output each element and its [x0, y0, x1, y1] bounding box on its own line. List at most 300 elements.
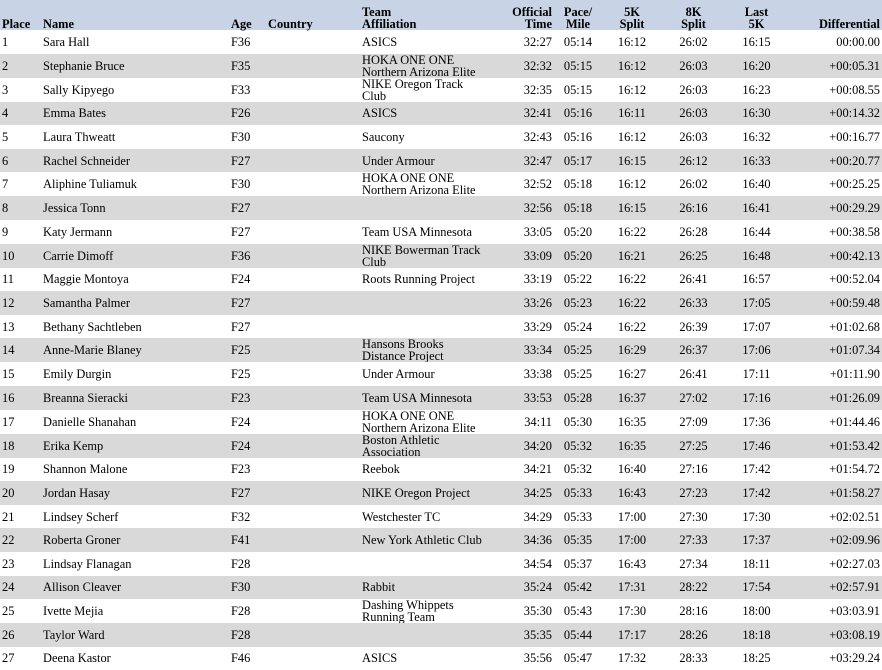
table-row	[0, 338, 882, 362]
differential-cell: +02:27.03	[829, 556, 880, 571]
official-time-cell: 34:21	[523, 462, 552, 477]
country-cell	[266, 576, 360, 600]
split-5k-cell: 16:21	[617, 248, 647, 263]
split-5k-cell: 16:12	[617, 129, 647, 144]
name-cell: Carrie Dimoff	[43, 248, 114, 263]
official-time-cell: 33:34	[523, 343, 552, 358]
pace-cell: 05:33	[563, 485, 593, 500]
name-cell: Breanna Sieracki	[43, 390, 128, 405]
official-time-cell: 32:35	[523, 82, 552, 97]
team-affiliation-line: Under Armour	[362, 153, 435, 168]
split-5k-cell: 17:31	[617, 580, 647, 595]
split-8k-cell: 27:25	[679, 438, 708, 453]
table-row	[0, 552, 882, 576]
team-affiliation-line: NIKE Oregon Project	[362, 485, 471, 500]
split-8k-cell: 26:02	[679, 177, 708, 192]
name-cell: Ivette Mejia	[43, 604, 104, 619]
col-header-place: Place	[2, 17, 31, 31]
age-cell: F30	[231, 580, 251, 595]
place-cell: 24	[2, 580, 15, 595]
team-affiliation-line: Club	[362, 88, 387, 102]
split-5k-cell: 16:22	[617, 295, 647, 310]
official-time-cell: 35:24	[523, 580, 552, 595]
country-cell	[266, 386, 360, 410]
place-cell: 19	[2, 462, 15, 477]
table-row	[0, 410, 882, 434]
pace-cell: 05:18	[563, 201, 593, 216]
differential-cell: +01:54.72	[829, 462, 880, 477]
team-cell	[360, 244, 491, 268]
team-affiliation-line: Team USA Minnesota	[362, 224, 472, 239]
country-cell	[266, 244, 360, 268]
last-5k-cell: 18:11	[742, 556, 771, 571]
name-cell: Roberta Groner	[43, 533, 121, 548]
differential-cell: +00:59.48	[829, 295, 880, 310]
team-cell	[360, 481, 491, 505]
age-cell: F25	[231, 343, 251, 358]
pace-cell: 05:44	[563, 627, 593, 642]
last-5k-cell: 16:15	[742, 34, 771, 49]
age-cell: F35	[231, 58, 251, 73]
last-5k-cell: 16:44	[742, 224, 771, 239]
differential-cell: +02:02.51	[829, 509, 880, 524]
differential-cell: +02:09.96	[829, 533, 880, 548]
official-time-cell: 33:38	[523, 367, 552, 382]
official-time-cell: 33:29	[523, 319, 552, 334]
team-cell	[360, 315, 491, 339]
last-5k-cell: 17:11	[742, 367, 771, 382]
last-5k-cell: 16:23	[742, 82, 771, 97]
pace-cell: 05:28	[563, 390, 593, 405]
name-cell: Shannon Malone	[43, 462, 128, 477]
team-cell	[360, 576, 491, 600]
split-8k-cell: 26:03	[679, 82, 708, 97]
place-cell: 23	[2, 556, 15, 571]
differential-cell: +01:02.68	[829, 319, 880, 334]
team-affiliation-line: NIKE Oregon Track	[362, 77, 464, 91]
pace-cell: 05:20	[563, 248, 593, 263]
country-cell	[266, 30, 360, 54]
table-row	[0, 291, 882, 315]
age-cell: F33	[231, 82, 251, 97]
name-cell: Samantha Palmer	[43, 295, 131, 310]
country-cell	[266, 196, 360, 220]
name-cell: Sally Kipyego	[43, 82, 115, 97]
official-time-cell: 34:29	[523, 509, 552, 524]
col-header-age: Age	[231, 17, 252, 31]
official-time-cell: 33:09	[523, 248, 552, 263]
team-affiliation-line: Boston Athletic	[362, 433, 440, 447]
col-header-country: Country	[268, 17, 313, 31]
split-5k-cell: 16:35	[617, 438, 647, 453]
team-cell	[360, 125, 491, 149]
place-cell: 12	[2, 295, 15, 310]
name-cell: Emily Durgin	[43, 367, 112, 382]
split-5k-cell: 16:12	[617, 34, 647, 49]
official-time-cell: 32:43	[523, 129, 552, 144]
age-cell: F25	[231, 367, 251, 382]
place-cell: 6	[2, 153, 9, 168]
name-cell: Emma Bates	[43, 106, 106, 121]
differential-cell: +00:25.25	[829, 177, 880, 192]
age-cell: F46	[231, 651, 251, 666]
team-affiliation-line: HOKA ONE ONE	[362, 409, 455, 423]
pace-cell: 05:42	[563, 580, 593, 595]
last-5k-cell: 17:42	[742, 462, 771, 477]
country-cell	[266, 268, 360, 292]
official-time-cell: 34:36	[523, 533, 552, 548]
split-5k-cell: 16:15	[617, 153, 647, 168]
team-cell	[360, 647, 491, 670]
age-cell: F27	[231, 295, 251, 310]
pace-cell: 05:32	[563, 438, 593, 453]
official-time-cell: 34:54	[523, 556, 552, 571]
place-cell: 22	[2, 533, 15, 548]
official-time-cell: 33:05	[523, 224, 552, 239]
table-body	[0, 30, 882, 670]
split-8k-cell: 27:30	[679, 509, 708, 524]
table-row	[0, 623, 882, 647]
col-header-last-5k: Last 5K	[744, 5, 769, 31]
country-cell	[266, 78, 360, 102]
name-cell: Deena Kastor	[43, 651, 111, 666]
split-8k-cell: 27:33	[679, 533, 708, 548]
pace-cell: 05:47	[563, 651, 593, 666]
split-8k-cell: 27:34	[679, 556, 708, 571]
team-cell	[360, 30, 491, 54]
team-affiliation-line: Dashing Whippets	[362, 599, 454, 613]
table-row	[0, 125, 882, 149]
name-cell: Bethany Sachtleben	[43, 319, 142, 334]
split-5k-cell: 16:43	[617, 556, 647, 571]
table-row	[0, 576, 882, 600]
place-cell: 2	[2, 58, 9, 73]
differential-cell: +03:08.19	[829, 627, 880, 642]
pace-cell: 05:14	[563, 34, 593, 49]
team-cell	[360, 54, 491, 78]
differential-cell: +01:11.90	[829, 367, 880, 382]
last-5k-cell: 17:46	[742, 438, 771, 453]
place-cell: 14	[2, 343, 15, 358]
table-row	[0, 458, 882, 482]
table-row	[0, 172, 882, 196]
age-cell: F27	[231, 224, 251, 239]
place-cell: 25	[2, 604, 15, 619]
table-row	[0, 54, 882, 78]
pace-cell: 05:35	[563, 533, 593, 548]
last-5k-cell: 18:25	[742, 651, 771, 666]
name-cell: Taylor Ward	[43, 627, 105, 642]
team-affiliation-line: Reebok	[362, 462, 400, 477]
team-affiliation-line: ASICS	[362, 106, 398, 121]
last-5k-cell: 17:30	[742, 509, 771, 524]
differential-cell: +00:52.04	[829, 272, 880, 287]
age-cell: F28	[231, 604, 251, 619]
split-8k-cell: 27:23	[679, 485, 708, 500]
place-cell: 11	[2, 272, 14, 287]
name-cell: Lindsay Flanagan	[43, 556, 132, 571]
country-cell	[266, 599, 360, 623]
differential-cell: +02:57.91	[829, 580, 880, 595]
country-cell	[266, 552, 360, 576]
table-row	[0, 386, 882, 410]
header-row	[0, 0, 882, 30]
pace-cell: 05:43	[563, 604, 593, 619]
last-5k-cell: 17:06	[742, 343, 771, 358]
table-row	[0, 102, 882, 126]
official-time-cell: 33:53	[523, 390, 552, 405]
age-cell: F23	[231, 462, 251, 477]
age-cell: F24	[231, 272, 251, 287]
team-affiliation-line: Saucony	[362, 129, 405, 144]
pace-cell: 05:15	[563, 58, 593, 73]
team-cell	[360, 196, 491, 220]
table-row	[0, 220, 882, 244]
table-row	[0, 528, 882, 552]
place-cell: 4	[2, 106, 9, 121]
official-time-cell: 35:35	[523, 627, 552, 642]
pace-cell: 05:33	[563, 509, 593, 524]
split-8k-cell: 26:03	[679, 58, 708, 73]
age-cell: F27	[231, 485, 251, 500]
team-affiliation-line: Team USA Minnesota	[362, 390, 472, 405]
col-header-time: Official Time	[512, 5, 552, 31]
table-row	[0, 481, 882, 505]
country-cell	[266, 623, 360, 647]
col-header-name: Name	[43, 17, 74, 31]
name-cell: Lindsey Scherf	[43, 509, 119, 524]
last-5k-cell: 16:48	[742, 248, 771, 263]
last-5k-cell: 16:40	[742, 177, 771, 192]
country-cell	[266, 647, 360, 670]
split-8k-cell: 27:09	[679, 414, 708, 429]
col-header-5k-split: 5K Split	[619, 5, 645, 31]
place-cell: 1	[2, 34, 9, 49]
table-row	[0, 362, 882, 386]
place-cell: 20	[2, 485, 15, 500]
team-affiliation-line: Club	[362, 254, 387, 268]
table-row	[0, 244, 882, 268]
split-8k-cell: 28:33	[679, 651, 708, 666]
split-8k-cell: 26:16	[679, 201, 708, 216]
team-cell	[360, 102, 491, 126]
team-affiliation-line: Under Armour	[362, 367, 435, 382]
official-time-cell: 35:30	[523, 604, 552, 619]
table-row	[0, 196, 882, 220]
country-cell	[266, 434, 360, 458]
differential-cell: +01:58.27	[829, 485, 880, 500]
last-5k-cell: 17:07	[742, 319, 771, 334]
last-5k-cell: 16:57	[742, 272, 771, 287]
country-cell	[266, 505, 360, 529]
team-cell	[360, 220, 491, 244]
age-cell: F24	[231, 438, 251, 453]
age-cell: F26	[231, 106, 251, 121]
split-8k-cell: 26:37	[679, 343, 708, 358]
split-5k-cell: 16:12	[617, 82, 647, 97]
age-cell: F32	[231, 509, 251, 524]
name-cell: Anne-Marie Blaney	[43, 343, 142, 358]
team-cell	[360, 552, 491, 576]
team-affiliation-line: Association	[362, 444, 421, 458]
differential-cell: +03:03.91	[829, 604, 880, 619]
pace-cell: 05:30	[563, 414, 593, 429]
split-8k-cell: 28:16	[679, 604, 708, 619]
official-time-cell: 35:56	[523, 651, 552, 666]
place-cell: 17	[2, 414, 15, 429]
name-cell: Allison Cleaver	[43, 580, 122, 595]
official-time-cell: 32:41	[523, 106, 552, 121]
place-cell: 15	[2, 367, 15, 382]
age-cell: F23	[231, 390, 251, 405]
differential-cell: +00:05.31	[829, 58, 880, 73]
table-row	[0, 268, 882, 292]
country-cell	[266, 410, 360, 434]
country-cell	[266, 125, 360, 149]
last-5k-cell: 16:41	[742, 201, 771, 216]
differential-cell: +00:16.77	[829, 129, 880, 144]
split-5k-cell: 16:29	[617, 343, 647, 358]
split-5k-cell: 17:00	[617, 533, 647, 548]
country-cell	[266, 102, 360, 126]
last-5k-cell: 17:37	[742, 533, 771, 548]
last-5k-cell: 16:32	[742, 129, 771, 144]
official-time-cell: 32:27	[523, 34, 552, 49]
team-cell	[360, 599, 491, 623]
pace-cell: 05:25	[563, 367, 593, 382]
place-cell: 27	[2, 651, 15, 666]
age-cell: F41	[231, 533, 251, 548]
country-cell	[266, 362, 360, 386]
differential-cell: +00:29.29	[829, 201, 880, 216]
pace-cell: 05:25	[563, 343, 593, 358]
team-affiliation-line: Running Team	[362, 610, 435, 624]
split-8k-cell: 26:03	[679, 129, 708, 144]
split-5k-cell: 16:37	[617, 390, 647, 405]
split-8k-cell: 28:22	[679, 580, 708, 595]
team-cell	[360, 362, 491, 386]
differential-cell: +01:26.09	[829, 390, 880, 405]
age-cell: F28	[231, 556, 251, 571]
split-8k-cell: 26:28	[679, 224, 708, 239]
last-5k-cell: 18:18	[742, 627, 771, 642]
team-affiliation-line: HOKA ONE ONE	[362, 172, 455, 186]
team-cell	[360, 528, 491, 552]
country-cell	[266, 528, 360, 552]
last-5k-cell: 16:33	[742, 153, 771, 168]
pace-cell: 05:22	[563, 272, 593, 287]
split-8k-cell: 26:02	[679, 34, 708, 49]
age-cell: F30	[231, 129, 251, 144]
team-affiliation-line: HOKA ONE ONE	[362, 53, 455, 67]
team-cell	[360, 505, 491, 529]
split-8k-cell: 26:03	[679, 106, 708, 121]
table-row	[0, 505, 882, 529]
split-8k-cell: 26:39	[679, 319, 708, 334]
table-row	[0, 599, 882, 623]
team-cell	[360, 338, 491, 362]
official-time-cell: 34:11	[524, 414, 552, 429]
pace-cell: 05:17	[563, 153, 593, 168]
split-8k-cell: 27:02	[679, 390, 708, 405]
differential-cell: +03:29.24	[829, 651, 880, 666]
split-8k-cell: 26:41	[679, 272, 708, 287]
pace-cell: 05:32	[563, 462, 593, 477]
table-row	[0, 434, 882, 458]
country-cell	[266, 481, 360, 505]
pace-cell: 05:16	[563, 106, 593, 121]
pace-cell: 05:23	[563, 295, 593, 310]
team-cell	[360, 386, 491, 410]
place-cell: 3	[2, 82, 9, 97]
place-cell: 8	[2, 201, 9, 216]
age-cell: F28	[231, 627, 251, 642]
team-cell	[360, 268, 491, 292]
team-cell	[360, 623, 491, 647]
split-8k-cell: 26:33	[679, 295, 708, 310]
pace-cell: 05:20	[563, 224, 593, 239]
last-5k-cell: 17:42	[742, 485, 771, 500]
team-affiliation-line: Westchester TC	[362, 509, 441, 524]
pace-cell: 05:15	[563, 82, 593, 97]
name-cell: Danielle Shanahan	[43, 414, 137, 429]
age-cell: F36	[231, 34, 251, 49]
place-cell: 18	[2, 438, 15, 453]
country-cell	[266, 338, 360, 362]
split-5k-cell: 16:27	[617, 367, 647, 382]
differential-cell: +00:20.77	[829, 153, 880, 168]
last-5k-cell: 18:00	[742, 604, 771, 619]
differential-cell: 00:00.00	[836, 34, 880, 49]
age-cell: F36	[231, 248, 251, 263]
pace-cell: 05:24	[563, 319, 593, 334]
country-cell	[266, 458, 360, 482]
team-affiliation-line: Northern Arizona Elite	[362, 420, 476, 434]
pace-cell: 05:18	[563, 177, 593, 192]
name-cell: Sara Hall	[43, 34, 90, 49]
pace-cell: 05:16	[563, 129, 593, 144]
official-time-cell: 33:19	[523, 272, 552, 287]
team-affiliation-line: Rabbit	[362, 580, 396, 595]
differential-cell: +00:14.32	[829, 106, 880, 121]
differential-cell: +00:08.55	[829, 82, 880, 97]
official-time-cell: 32:56	[523, 201, 552, 216]
place-cell: 16	[2, 390, 15, 405]
split-5k-cell: 16:11	[618, 106, 646, 121]
table-row	[0, 30, 882, 54]
table-row	[0, 78, 882, 102]
split-5k-cell: 17:30	[617, 604, 647, 619]
official-time-cell: 33:26	[523, 295, 552, 310]
split-5k-cell: 16:40	[617, 462, 647, 477]
age-cell: F27	[231, 153, 251, 168]
last-5k-cell: 17:16	[742, 390, 771, 405]
split-5k-cell: 16:12	[617, 58, 647, 73]
differential-cell: +00:38.58	[829, 224, 880, 239]
place-cell: 13	[2, 319, 15, 334]
country-cell	[266, 172, 360, 196]
country-cell	[266, 315, 360, 339]
place-cell: 9	[2, 224, 9, 239]
split-5k-cell: 16:22	[617, 272, 647, 287]
differential-cell: +01:44.46	[829, 414, 880, 429]
country-cell	[266, 220, 360, 244]
split-8k-cell: 27:16	[679, 462, 708, 477]
split-8k-cell: 28:26	[679, 627, 708, 642]
official-time-cell: 32:52	[523, 177, 552, 192]
name-cell: Jessica Tonn	[43, 201, 106, 216]
split-5k-cell: 16:15	[617, 201, 647, 216]
